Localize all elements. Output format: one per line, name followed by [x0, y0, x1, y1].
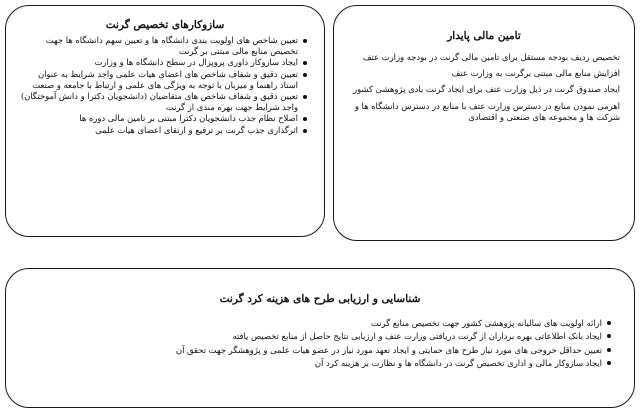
item-list	[32, 317, 612, 371]
box-title: شناسایی و ارزیابی طرح های هزینه کرد گرنت	[219, 293, 421, 305]
item-list	[18, 35, 308, 136]
item-list	[348, 52, 620, 128]
list-item: اثرگذاری جذب گرنت بر ترفیع و ارتقای اعضای هیات علمی	[18, 125, 308, 136]
list-item: تعیین حداقل خروجی های مورد نیاز طرح های حمایتی و ایجاد تعهد مورد نیاز در عضو هیات علمی و پژوهشگر جهت تحقق آن	[32, 344, 612, 357]
box-sustainable-financing	[333, 5, 635, 241]
list-item: تعیین دقیق و شفاف شاخص های متقاضیان (دانشجویان دکترا و دانش آموختگان) واجد شرایط جهت بهره مندی از گرنت	[18, 91, 308, 113]
box-grant-allocation-mechanisms	[5, 5, 325, 237]
list-item: ایجاد سازوکار داوری پروپزال در سطح دانشگاه ها و وزارت	[18, 57, 308, 68]
list-item: اصلاح نظام جذب دانشجویان دکترا مبتنی بر تامین مالی دوره ها	[18, 113, 308, 124]
box-grant-plan-evaluation	[5, 268, 635, 408]
list-item: ارائه اولویت های سالیانه پژوهشی کشور جهت تخصیص منابع گرنت	[32, 317, 612, 330]
list-item: تعیین دقیق و شفاف شاخص های اعضای هیات علمی واجد شرایط به عنوان استاد راهنما و میزبان با توجه به ویژگی های علمی و ارتباط با جامعه و صنعت	[18, 69, 308, 91]
list-item: افزایش منابع مالی مبتنی برگرنت به وزارت عتف	[451, 68, 620, 79]
list-item: اهرمی نمودن منابع در دسترس وزارت عتف با منابع در دسترس دانشگاه ها و شرکت ها و مجموعه های صنعتی و اقتصادی	[354, 100, 620, 122]
list-item: تخصیص ردیف بودجه مستقل برای تامین مالی گرنت در بودجه وزارت عتف	[362, 52, 620, 62]
list-item: ایجاد سازوکار مالی و اداری تخصیص گرنت در دانشگاه ها و نظارت بر هزینه کرد آن	[32, 357, 612, 370]
list-item: تعیین شاخص های اولویت بندی دانشگاه ها و تعیین سهم دانشگاه ها جهت تخصیص منابع مالی مبتنی بر گرنت	[18, 35, 308, 57]
list-item: ایجاد بانک اطلاعاتی بهره برداران از گرنت دریافتی وزارت عتف و ارزیابی نتایج حاصل از منابع تخصیص یافته	[32, 330, 612, 343]
box-title: سازوکارهای تخصیص گرنت	[105, 19, 225, 31]
box-title: تامین مالی پایدار	[447, 30, 521, 42]
list-item: ایجاد صندوق گرنت در ذیل وزارت عتف برای ایجاد گرنت بادی پژوهشی کشور	[353, 84, 620, 95]
